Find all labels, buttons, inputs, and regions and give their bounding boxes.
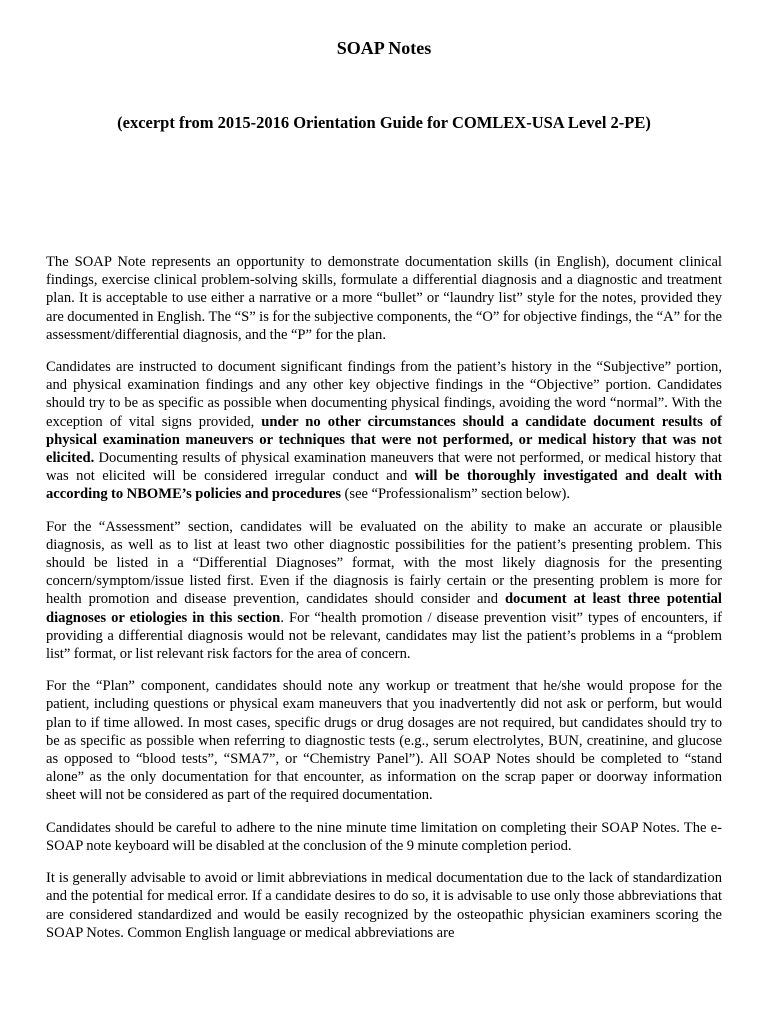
paragraph-text: Candidates are instructed to document significant findings from the patient’s history in the “Subjective” portion, and physical examination findings and any other key objective findings in the “Objective” portion. Candidates should try to be as specific as possible when documenting physical findings, avoiding the word “normal”. With the exception of vital signs provided, <box>46 359 722 430</box>
paragraph-text: It is generally advisable to avoid or limit abbreviations in medical documentation due to the lack of standardization and the potential for medical error. If a candidate desires to do so, it is advisable to use only those abbreviations that are considered standardized and would be easily recognized by the osteopathic physician examiners scoring the SOAP Notes. Common English language or medical abbreviations are <box>46 870 722 941</box>
paragraph-abbreviations <box>46 869 722 942</box>
paragraph-text: For the “Assessment” section, candidates will be evaluated on the ability to make an accurate or plausible diagnosis, as well as to list at least two other diagnostic possibilities for the patient’s presenting problem. This should be listed in a “Differential Diagnoses” format, with the most likely diagnosis for the presenting concern/symptom/issue listed first. Even if the diagnosis is fairly certain or the presenting problem is more for health promotion and disease prevention, candidates should consider and <box>46 518 722 608</box>
page-subtitle: (excerpt from 2015-2016 Orientation Guide for COMLEX-USA Level 2-PE) <box>117 113 651 132</box>
paragraph-text: The SOAP Note represents an opportunity to demonstrate documentation skills (in English), document clinical findings, exercise clinical problem-solving skills, formulate a differential diagnosis and a diagnostic and treatment plan. It is acceptable to use either a narrative or a more “bullet” or “laundry list” style for the notes, provided they are documented in English. The “S” is for the subjective components, the “O” for objective findings, the “A” for the assessment/differential diagnosis, and the “P” for the plan. <box>46 254 722 343</box>
paragraph-emphasis: will be thoroughly investigated and dealt with according to NBOME’s policies and procedures <box>46 468 722 503</box>
body-text <box>46 253 722 956</box>
paragraph-text: For the “Plan” component, candidates should note any workup or treatment that he/she would propose for the patient, including questions or physical exam maneuvers that you inadvertently did not ask or perform, but would plan to if time allowed. In most cases, specific drugs or drug dosages are not required, but candidates should try to be as specific as possible when referring to diagnostic tests (e.g., serum electrolytes, BUN, creatinine, and glucose as opposed to “blood tests”, “SMA7”, or “Chemistry Panel”). All SOAP Notes should be completed to “stand alone” as the only documentation for that encounter, as information on the scrap paper or doorway information sheet will not be considered as part of the required documentation. <box>46 678 722 804</box>
paragraph-time-limit <box>46 819 722 855</box>
paragraph-assessment <box>46 518 722 664</box>
paragraph-soap-overview <box>46 253 722 344</box>
paragraph-emphasis: document at least three potential diagnoses or etiologies in this section <box>46 591 722 626</box>
paragraph-text: Documenting results of physical examination maneuvers that were not performed, or medical history that was not elicited will be considered irregular conduct and <box>46 450 722 485</box>
paragraph-text: (see “Professionalism” section below). <box>341 486 571 503</box>
paragraph-text: . For “health promotion / disease prevention visit” types of encounters, if providing a differential diagnosis would not be relevant, candidates may list the patient’s problems in a “problem list” format, or list relevant risk factors for the area of concern. <box>46 609 722 663</box>
paragraph-text: Candidates should be careful to adhere to the nine minute time limitation on completing their SOAP Notes. The e-SOAP note keyboard will be disabled at the conclusion of the 9 minute completion period. <box>46 819 722 854</box>
paragraph-emphasis: under no other circumstances should a candidate document results of physical examination maneuvers or techniques that were not performed, or medical history that was not elicited. <box>46 413 722 467</box>
page-title: SOAP Notes <box>336 38 432 58</box>
paragraph-subjective-objective <box>46 358 722 504</box>
paragraph-plan <box>46 677 722 804</box>
